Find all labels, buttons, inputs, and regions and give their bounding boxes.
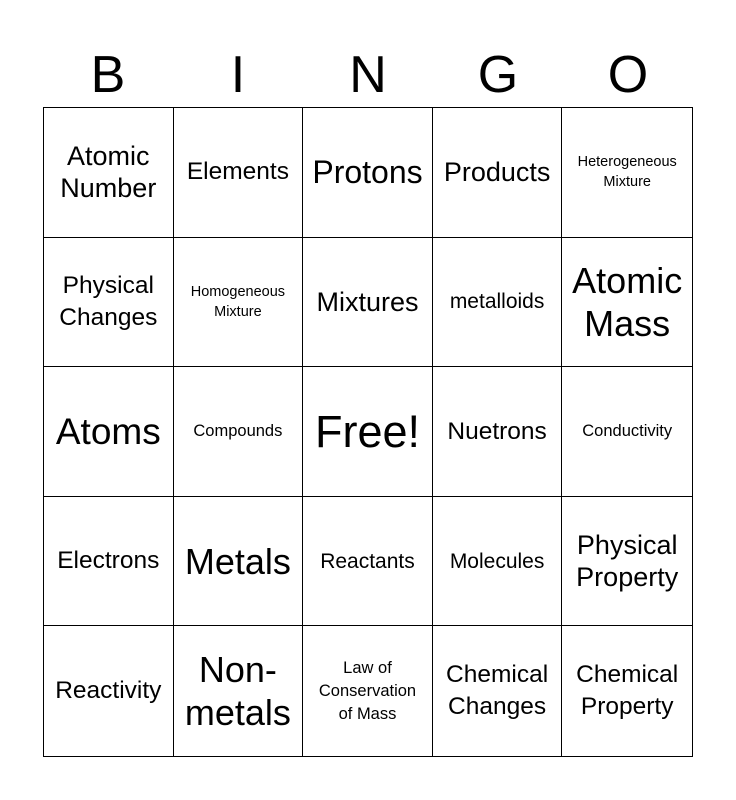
cell-label: Physical Property <box>576 529 679 593</box>
cell-label: Nuetrons <box>447 417 547 445</box>
cell-label: Products <box>443 157 551 188</box>
bingo-cell-r2-c2[interactable] <box>174 238 304 368</box>
bingo-cell-r5-c1[interactable] <box>44 626 174 756</box>
bingo-cell-r5-c4[interactable] <box>433 626 563 756</box>
cell-label: Atomic Mass <box>572 259 683 344</box>
bingo-cell-r1-c2[interactable] <box>174 108 304 238</box>
bingo-cell-r2-c4[interactable] <box>433 238 563 368</box>
bingo-cell-r3-c1[interactable] <box>44 367 174 497</box>
bingo-cell-r2-c1[interactable] <box>44 238 174 368</box>
bingo-cell-r1-c1[interactable] <box>44 108 174 238</box>
cell-label: Electrons <box>57 547 160 575</box>
bingo-cell-r4-c2[interactable] <box>174 497 304 627</box>
bingo-cell-r3-c5[interactable] <box>562 367 692 497</box>
cell-label: Atoms <box>55 410 161 452</box>
header-letter-n: N <box>349 46 387 104</box>
bingo-cell-r5-c5[interactable] <box>562 626 692 756</box>
cell-label: Atomic Number <box>60 140 157 204</box>
header-letter-o: O <box>607 46 649 104</box>
cell-label: Protons <box>312 154 423 191</box>
cell-label: Non- metals <box>184 649 291 734</box>
header-letter-g: G <box>477 46 519 104</box>
cell-label: Elements <box>186 158 289 186</box>
free-space-label: Free! <box>314 405 420 457</box>
bingo-header <box>43 44 693 106</box>
bingo-cell-r2-c5[interactable] <box>562 238 692 368</box>
cell-label: Homogeneous Mixture <box>190 283 286 320</box>
cell-label: Metals <box>184 540 291 582</box>
bingo-cell-r2-c3[interactable] <box>303 238 433 368</box>
header-letter-i: I <box>230 46 246 104</box>
cell-label: Molecules <box>449 549 545 573</box>
cell-label: Reactivity <box>55 677 162 705</box>
cell-label: Compounds <box>193 422 283 441</box>
cell-label: Heterogeneous Mixture <box>577 154 677 191</box>
cell-label: Chemical Property <box>576 661 679 721</box>
bingo-cell-r3-c2[interactable] <box>174 367 304 497</box>
bingo-cell-r3-c3-free[interactable] <box>303 367 433 497</box>
bingo-cell-r4-c3[interactable] <box>303 497 433 627</box>
bingo-cell-r4-c4[interactable] <box>433 497 563 627</box>
cell-label: Law of Conservation of Mass <box>318 659 417 723</box>
cell-label: Physical Changes <box>59 272 158 331</box>
bingo-cell-r1-c3[interactable] <box>303 108 433 238</box>
header-letter-b: B <box>90 46 126 104</box>
bingo-board <box>43 107 693 757</box>
bingo-cell-r1-c5[interactable] <box>562 108 692 238</box>
cell-label: Conductivity <box>582 422 673 441</box>
cell-label: Reactants <box>320 549 415 573</box>
cell-label: Chemical Changes <box>446 661 549 721</box>
bingo-cell-r5-c3[interactable] <box>303 626 433 756</box>
bingo-cell-r3-c4[interactable] <box>433 367 563 497</box>
cell-label: metalloids <box>449 290 545 314</box>
cell-label: Mixtures <box>316 286 419 317</box>
bingo-cell-r4-c5[interactable] <box>562 497 692 627</box>
bingo-cell-r4-c1[interactable] <box>44 497 174 627</box>
bingo-cell-r5-c2[interactable] <box>174 626 304 756</box>
bingo-cell-r1-c4[interactable] <box>433 108 563 238</box>
